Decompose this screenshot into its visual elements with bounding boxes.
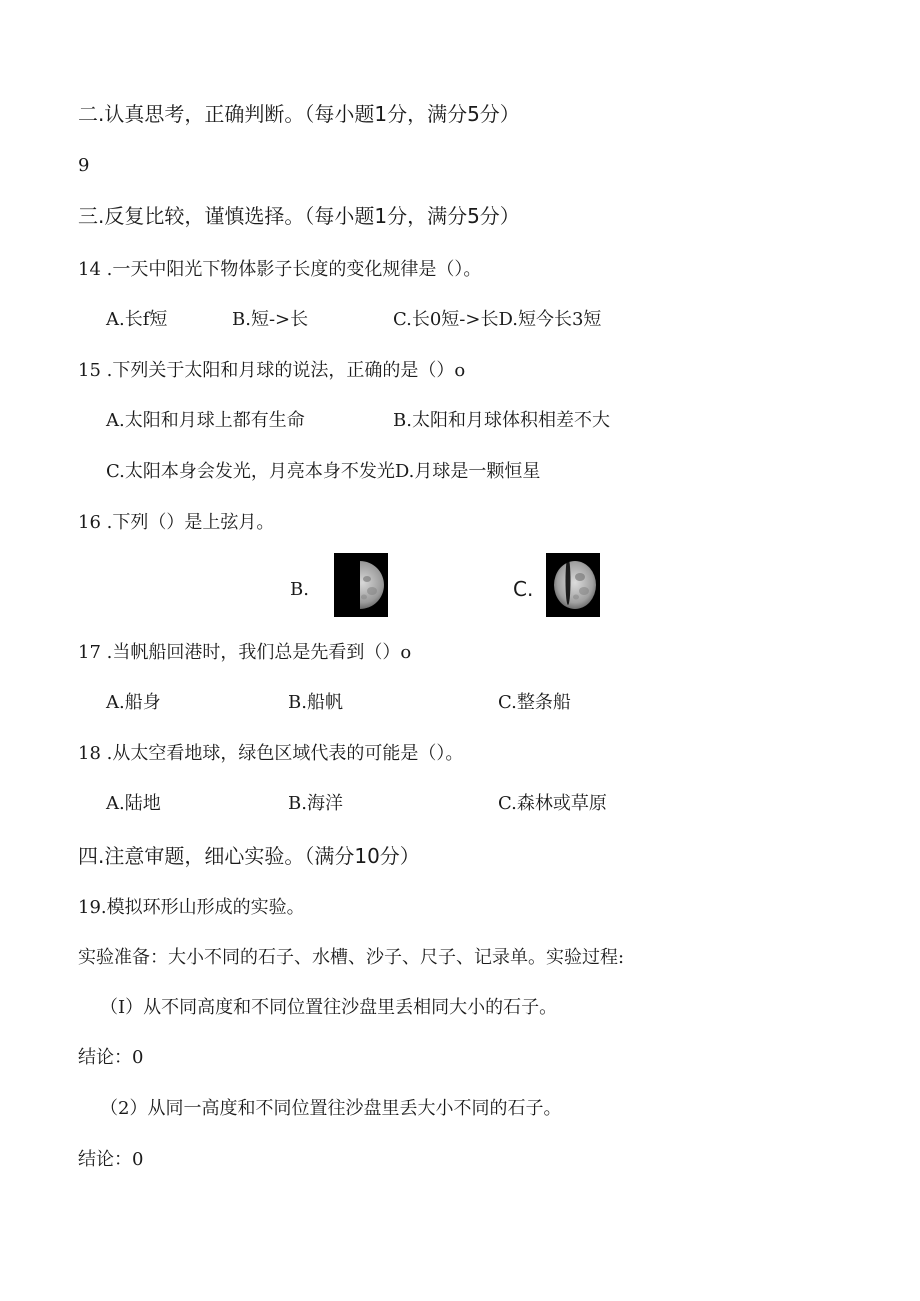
q17-option-c: C.整条船 <box>498 692 571 713</box>
question-14: 14 .一天中阳光下物体影子长度的变化规律是（）。 <box>78 259 482 280</box>
question-19: 19.模拟环形山形成的实验。 <box>78 897 305 918</box>
q15-option-b: B.太阳和月球体积相差不大 <box>393 410 610 431</box>
experiment-prep: 实验准备：大小不同的石子、水槽、沙子、尺子、记录单。实验过程: <box>78 947 625 968</box>
conclusion-1: 结论：0 <box>78 1047 144 1068</box>
q14-option-cd: C.长0短->长D.短今长3短 <box>393 309 602 330</box>
experiment-step-2: （2）从同一高度和不同位置往沙盘里丢大小不同的石子。 <box>100 1098 562 1119</box>
q15-option-cd: C.太阳本身会发光，月亮本身不发光D.月球是一颗恒星 <box>106 461 541 482</box>
question-15: 15 .下列关于太阳和月球的说法，正确的是（）o <box>78 360 466 381</box>
q17-option-a: A.船身 <box>106 692 161 713</box>
question-16: 16 .下列（）是上弦月。 <box>78 512 275 533</box>
conclusion-2: 结论：0 <box>78 1149 144 1170</box>
q16-option-c-label: C. <box>513 577 534 601</box>
q18-option-b: B.海洋 <box>288 793 343 814</box>
q15-option-a: A.太阳和月球上都有生命 <box>106 410 305 431</box>
section-4-title: 四.注意审题，细心实验。（满分10分） <box>78 844 420 868</box>
question-17: 17 .当帆船回港时，我们总是先看到（）o <box>78 642 412 663</box>
section-2-answer: 9 <box>78 155 90 176</box>
section-3-title: 三.反复比较，谨慎选择。（每小题1分，满分5分） <box>78 204 520 228</box>
section-2-title: 二.认真思考，正确判断。（每小题1分，满分5分） <box>78 102 520 126</box>
experiment-step-1: （I）从不同高度和不同位置往沙盘里丢相同大小的石子。 <box>100 997 558 1018</box>
q17-option-b: B.船帆 <box>288 692 343 713</box>
q16-option-b-label: B. <box>290 579 309 600</box>
moon-image-b <box>334 553 388 617</box>
q18-option-a: A.陆地 <box>106 793 161 814</box>
q14-option-b: B.短->长 <box>232 309 309 330</box>
moon-image-c <box>546 553 600 617</box>
q18-option-c: C.森林或草原 <box>498 793 607 814</box>
question-18: 18 .从太空看地球，绿色区域代表的可能是（）。 <box>78 743 464 764</box>
q14-option-a: A.长f短 <box>106 309 168 330</box>
